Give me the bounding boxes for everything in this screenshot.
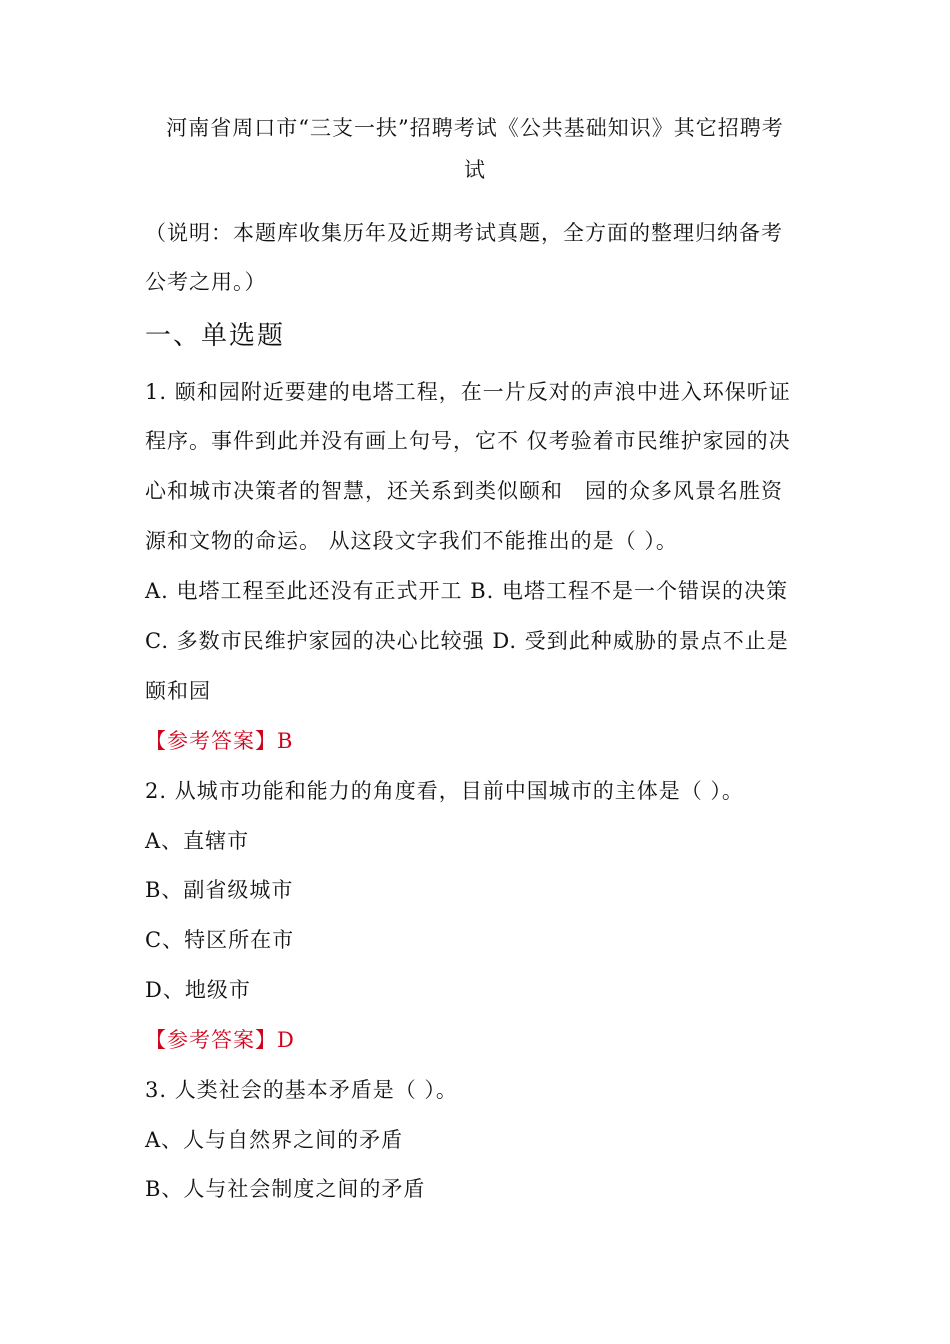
question-2-stem: 2. 从城市功能和能力的角度看，目前中国城市的主体是（ ）。: [145, 779, 744, 803]
question-3-option-a: A、人与自然界之间的矛盾: [145, 1128, 404, 1152]
question-1-stem-line-4: 源和文物的命运。 从这段文字我们不能推出的是（ ）。: [145, 529, 678, 553]
question-2-option-a: A、直辖市: [145, 829, 250, 853]
question-2-option-c: C、特区所在市: [145, 928, 295, 952]
question-1-stem-line-2: 程序。事件到此并没有画上句号，它不 仅考验着市民维护家园的决: [145, 429, 791, 453]
question-1-options-line-2: C. 多数市民维护家园的决心比较强 D. 受到此种威胁的景点不止是: [145, 629, 789, 653]
answer-key-label: 【参考答案】: [145, 1028, 277, 1052]
note-line-2: 公考之用。）: [145, 270, 267, 294]
answer-key-label: 【参考答案】: [145, 729, 277, 753]
question-1-answer: [145, 726, 293, 756]
question-1-stem-line-3: 心和城市决策者的智慧，还关系到类似颐和 园的众多风景名胜资: [145, 479, 783, 503]
answer-key-value: D: [277, 1028, 295, 1052]
note-line-1: （说明：本题库收集历年及近期考试真题，全方面的整理归纳备考: [145, 221, 783, 245]
question-2-option-b: B、副省级城市: [145, 878, 294, 902]
document-title-line-1: 河南省周口市“三支一扶”招聘考试《公共基础知识》其它招聘考: [166, 116, 784, 140]
answer-key-value: B: [277, 729, 294, 753]
question-2-answer: [145, 1025, 295, 1055]
document-title-line-2: 试: [464, 158, 486, 182]
question-3-option-b: B、人与社会制度之间的矛盾: [145, 1177, 426, 1201]
question-1-options-line-3: 颐和园: [145, 679, 211, 703]
section-heading: 一、单选题: [145, 321, 286, 351]
question-1-options-line-1: A. 电塔工程至此还没有正式开工 B. 电塔工程不是一个错误的决策: [145, 579, 788, 603]
question-2-option-d: D、地级市: [145, 978, 251, 1002]
question-3-stem: 3. 人类社会的基本矛盾是（ ）。: [145, 1078, 458, 1102]
question-1-stem-line-1: 1. 颐和园附近要建的电塔工程，在一片反对的声浪中进入环保听证: [145, 380, 791, 404]
